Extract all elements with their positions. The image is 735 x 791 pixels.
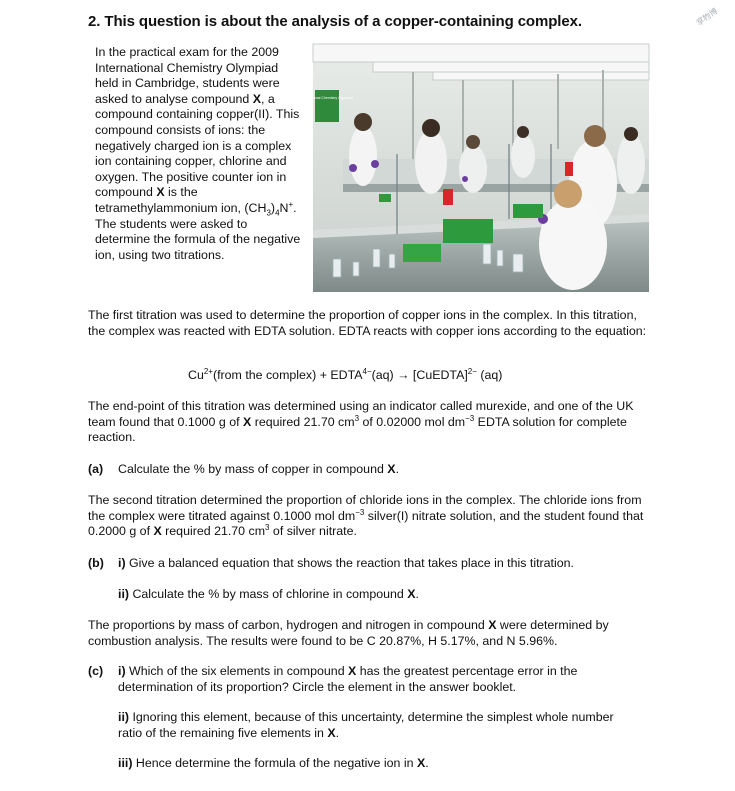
intro-paragraph: In the practical exam for the 2009 International Chemistry Olympiad held in Cambridge, students were asked to analyse compound X, a compound containing copper(II). This compound consists of ions: the negatively charged ion is a complex ion containing copper, chlorine and oxygen. The positive counter ion in compound X is the tetramethylammonium ion, $(CH_3)_4N^+$. The students were asked to determine the formula of the negative ion, using two titrations. <box>95 45 301 262</box>
compound-x: X <box>488 618 497 632</box>
compound-x: X <box>252 91 262 106</box>
paragraph-endpoint: The end-point of this titration was determined using an indicator called murexide, and one of the UK team found that 0.1000 g of X required 21.70 $cm^3$ of 0.02000 mol $dm^{-3}$ EDTA solution for complete reaction. <box>88 399 634 445</box>
question-a-label: (a) <box>88 462 104 476</box>
paragraph-combustion: The proportions by mass of carbon, hydrogen and nitrogen in compound X were determined by combustion analysis. The results were found to be C 20.87%, H 5.17%, and N 5.96%. <box>88 618 609 648</box>
lab-photo <box>301 44 649 292</box>
paragraph-second-titration: The second titration determined the proportion of chloride ions in the complex. The chloride ions from the complex were titrated against 0.1000 mol $dm^{-3}$ silver(I) nitrate solution, and the student found that 0.2000 g of X required 21.70 $cm^3$ of silver nitrate. <box>88 493 644 539</box>
compound-x: X <box>243 414 252 429</box>
question-c-label: (c) <box>88 664 104 678</box>
paragraph-first-titration: The first titration was used to determine the proportion of copper ions in the complex. In this titration, the complex was reacted with EDTA solution. EDTA reacts with copper ions according to the equation: <box>88 308 647 338</box>
question-c-iii: iii) Hence determine the formula of the negative ion in X. <box>118 756 429 770</box>
question-a-text: Calculate the % by mass of copper in compound X. <box>118 462 400 476</box>
question-b-i-text: i) Give a balanced equation that shows the reaction that takes place in this titration. <box>118 556 574 570</box>
corner-watermark: 掌物博 <box>694 6 720 28</box>
question-title: 2. This question is about the analysis of a copper-containing complex. <box>88 13 582 30</box>
question-c-ii: ii) Ignoring this element, because of this uncertainty, determine the simplest whole number ratio of the remaining five elements in X. <box>118 710 614 740</box>
compound-x: X <box>156 185 165 200</box>
question-b-label: (b) <box>88 556 104 570</box>
compound-x: X <box>153 524 162 539</box>
question-b-ii: ii) Calculate the % by mass of chlorine in compound X. <box>118 587 419 601</box>
edta-equation: $Cu^{2+}(from$ the complex) + $EDTA^{4-}(aq)$ → [CuEDTA]$^{2-}$ (aq) <box>188 366 503 382</box>
banner-text: International Chemistry Olympiad <box>301 96 353 100</box>
question-c-i-text: i) Which of the six elements in compound X has the greatest percentage error in the determination of its proportion? Circle the element in the answer booklet. <box>118 664 578 694</box>
